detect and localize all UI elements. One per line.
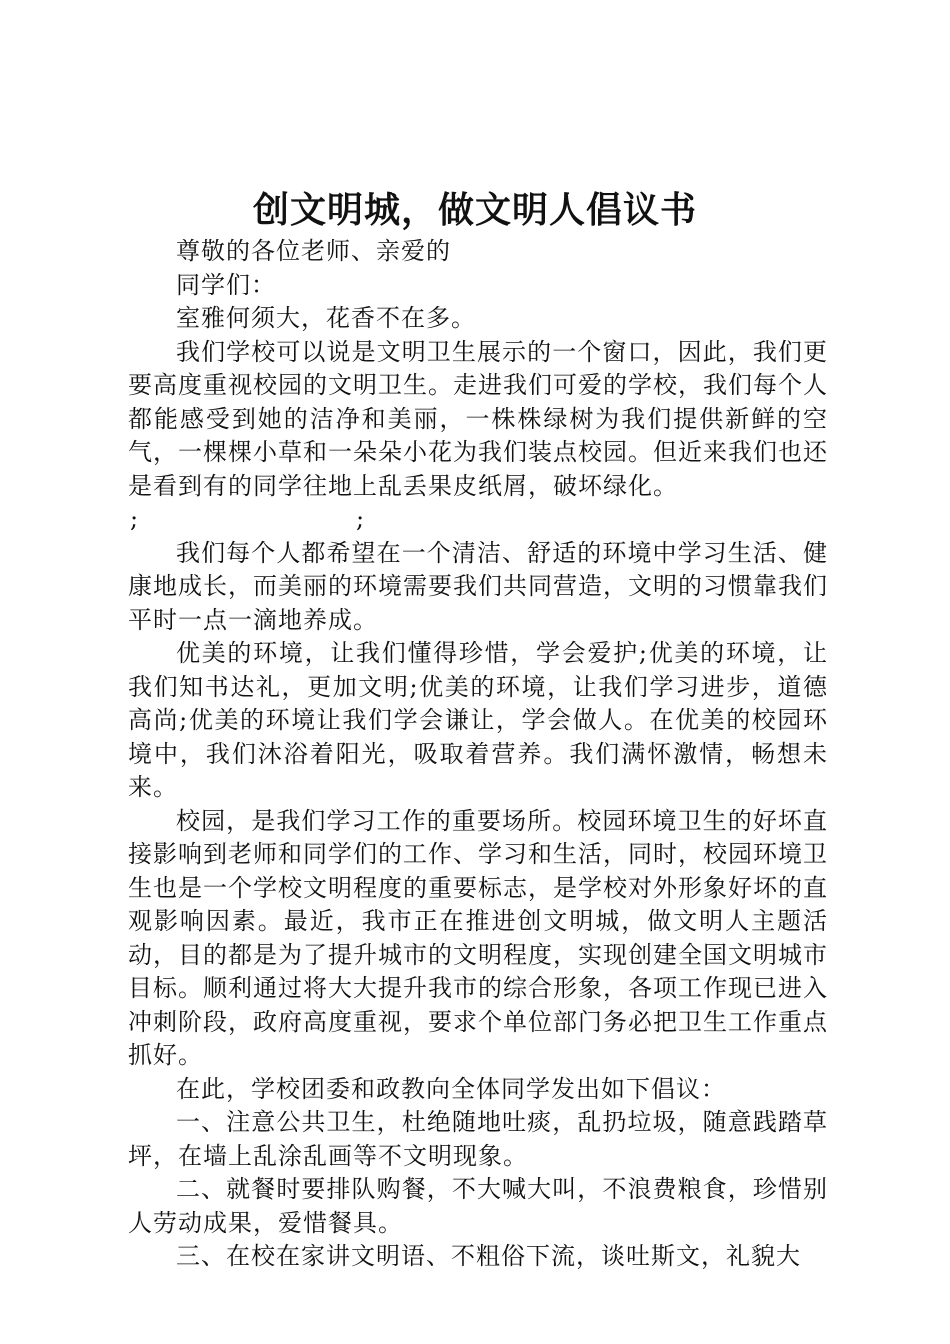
- paragraph-6: 在此，学校团委和政教向全体同学发出如下倡议：: [176, 1074, 726, 1103]
- paragraph-1: 室雅何须大，花香不在多。: [176, 304, 476, 332]
- paragraph-8: 二、就餐时要排队购餐，不大喊大叫，不浪费粮食，珍惜别人劳动成果，爱惜餐具。: [128, 1175, 828, 1237]
- document-body: [128, 235, 828, 1274]
- greeting-line-1: 尊敬的各位老师、亲爱的: [176, 237, 451, 265]
- stray-semicolons-line: [128, 503, 828, 537]
- paragraph-9: 三、在校在家讲文明语、不粗俗下流，谈吐斯文，礼貌大: [176, 1242, 801, 1270]
- paragraph-5: 校园，是我们学习工作的重要场所。校园环境卫生的好坏直接影响到老师和同学们的工作、学习和生活，同时，校园环境卫生也是一个学校文明程度的重要标志，是学校对外形象好坏的直观影响因素。最近，我市正在推进创文明城，做文明人主题活动，目的都是为了提升城市的文明程度，实现创建全国文明城市目标。顺利通过将大大提升我市的综合形象，各项工作现已进入冲刺阶段，政府高度重视，要求个单位部门务必把卫生工作重点抓好。: [128, 806, 828, 1069]
- stray-semicolon: ;: [356, 505, 365, 533]
- paragraph-3: 我们每个人都希望在一个清洁、舒适的环境中学习生活、健康地成长，而美丽的环境需要我们共同营造，文明的习惯靠我们平时一点一滴地养成。: [128, 538, 828, 634]
- paragraph-4: 优美的环境，让我们懂得珍惜，学会爱护;优美的环境，让我们知书达礼，更加文明;优美的环境，让我们学习进步，道德高尚;优美的环境让我们学会谦让，学会做人。在优美的校园环境中，我们沐浴着阳光，吸取着营养。我们满怀激情，畅想未来。: [128, 639, 828, 801]
- stray-semicolon: ;: [130, 505, 139, 533]
- paragraph-7: 一、注意公共卫生，杜绝随地吐痰，乱扔垃圾，随意践踏草坪，在墙上乱涂乱画等不文明现象。: [128, 1108, 828, 1170]
- greeting-line-2: 同学们：: [176, 270, 276, 299]
- document-title: 创文明城，做文明人倡议书: [252, 189, 697, 231]
- paragraph-2: 我们学校可以说是文明卫生展示的一个窗口，因此，我们更要高度重视校园的文明卫生。走进我们可爱的学校，我们每个人都能感受到她的洁净和美丽，一株株绿树为我们提供新鲜的空气，一棵棵小草和一朵朵小花为我们装点校园。但近来我们也还是看到有的同学往地上乱丢果皮纸屑，破坏绿化。: [128, 337, 828, 500]
